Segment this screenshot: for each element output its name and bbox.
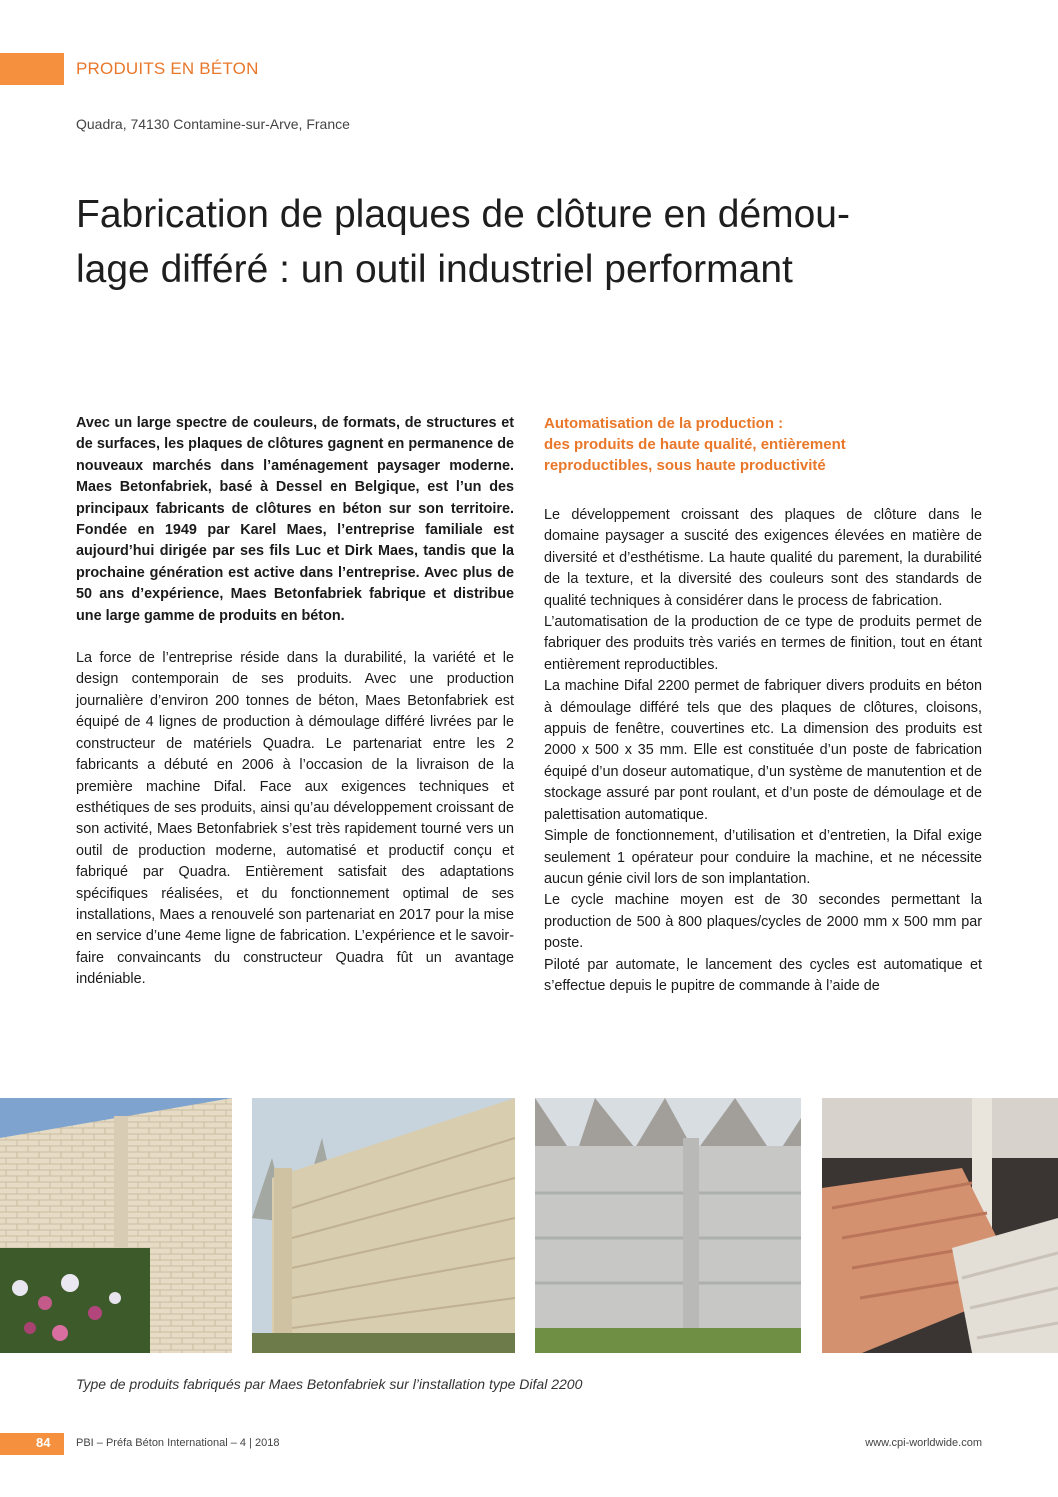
body-paragraph-left: La force de l’entreprise réside dans la durabilité, la variété et le design contemporain de ses produits. Avec une production journalière d’environ 200 tonnes de béton, Maes Betonfabriek est équipé de 4 lignes de production à démoulage différé livrées par le constructeur de matériels Quadra. Le partenariat entre les 2 fabricants a débuté en 2006 à l’occasion de la livraison de la première machine Difal. Face aux exigences techniques et esthétiques de ses produits, ainsi qu’au développement croissant de son activité, Maes Betonfabriek s’est très rapidement tourné vers un outil de production moderne, automatisé et productif conçu et fabriqué par Quadra. Entièrement satisfait des adaptations spécifiques réalisées, et du fonctionnement optimal de ses installations, Maes a renouvelé son partenariat en 2017 pour la mise en service d’une 4eme ligne de fabrication. L’expérience et le savoir-faire convaincants du constructeur Quadra fût un avantage indéniable.	[76, 650, 514, 988]
figure-caption: Type de produits fabriqués par Maes Betonfabriek sur l’installation type Difal 2200	[76, 1376, 583, 1392]
article-title-line-1: Fabrication de plaques de clôture en démou-	[76, 193, 850, 236]
website-url[interactable]: www.cpi-worldwide.com	[865, 1437, 982, 1449]
body-paragraph: Le développement croissant des plaques de clôture dans le domaine paysager a suscité des exigences élevées en matière de diversité et d’esthétisme. La haute qualité du parement, la durabilité de la texture, et la diversité des couleurs sont des standards de qualité techniques à considérer dans le process de fabrication.	[544, 507, 982, 609]
page-number: 84	[36, 1435, 51, 1450]
body-paragraph: La machine Difal 2200 permet de fabriquer divers produits en béton à démoulage différé tels que des plaques de clôtures, cloisons, appuis de fenêtre, couvertines etc. La dimension des produits est 2000 x 500 x 35 mm. Elle est constituée d’un poste de fabrication équipé d’un doseur automatique, d’un système de manutention et de stockage assuré par pont roulant, et d’un poste de démoulage et de palettisation automatique.	[544, 678, 982, 823]
subhead-line-3: reproductibles, sous haute productivité	[544, 457, 826, 474]
photo-brick-fence	[0, 1098, 232, 1353]
left-column	[76, 413, 514, 991]
body-paragraph: Simple de fonctionnement, d’utilisation et d’entretien, la Difal exige seulement 1 opérateur pour conduire la machine, et ne nécessite aucun génie civil lors de son implantation.	[544, 828, 982, 887]
section-label: PRODUITS EN BÉTON	[76, 59, 259, 78]
photo-stone-pattern-fence	[535, 1098, 801, 1353]
section-tab-accent	[0, 53, 64, 85]
subhead-line-2: des produits de haute qualité, entièrement	[544, 436, 846, 453]
body-paragraph: L’automatisation de la production de ce type de produits permet de fabriquer des produits très variés en termes de finition, tout en étant entièrement reproductibles.	[544, 614, 982, 673]
footer-tab-accent	[0, 1433, 64, 1455]
article-title-line-2: lage différé : un outil industriel performant	[76, 248, 793, 291]
subhead-line-1: Automatisation de la production :	[544, 415, 784, 432]
right-column	[544, 413, 982, 997]
article-title	[76, 187, 1006, 297]
photo-wood-texture-fence	[252, 1098, 515, 1353]
body-paragraph: Le cycle machine moyen est de 30 secondes permettant la production de 500 à 800 plaques/cycles de 2000 mm x 500 mm par poste.	[544, 892, 982, 952]
section-subhead	[544, 413, 982, 476]
body-paragraph: Piloté par automate, le lancement des cycles est automatique et s’effectue depuis le pupitre de commande à l’aide de	[544, 956, 982, 994]
article-location: Quadra, 74130 Contamine-sur-Arve, France	[76, 116, 350, 132]
publication-name: PBI – Préfa Béton International – 4 | 2018	[76, 1437, 280, 1449]
article-lede: Avec un large spectre de couleurs, de formats, de structures et de surfaces, les plaques de clôtures gagnent en permanence de nouveaux marchés dans l’aménagement paysager moderne. Maes Betonfabriek, basé à Dessel en Belgique, est l’un des principaux fabricants de clôtures en béton sur son territoire. Fondée en 1949 par Karel Maes, l’entreprise familiale est aujourd’hui dirigée par ses fils Luc et Dirk Maes, tandis que la prochaine génération est active dans l’entreprise. Avec plus de 50 ans d’expérience, Maes Betonfabriek fabrique et distribue une large gamme de produits en béton.	[76, 415, 514, 624]
photo-production-line	[822, 1098, 1058, 1353]
